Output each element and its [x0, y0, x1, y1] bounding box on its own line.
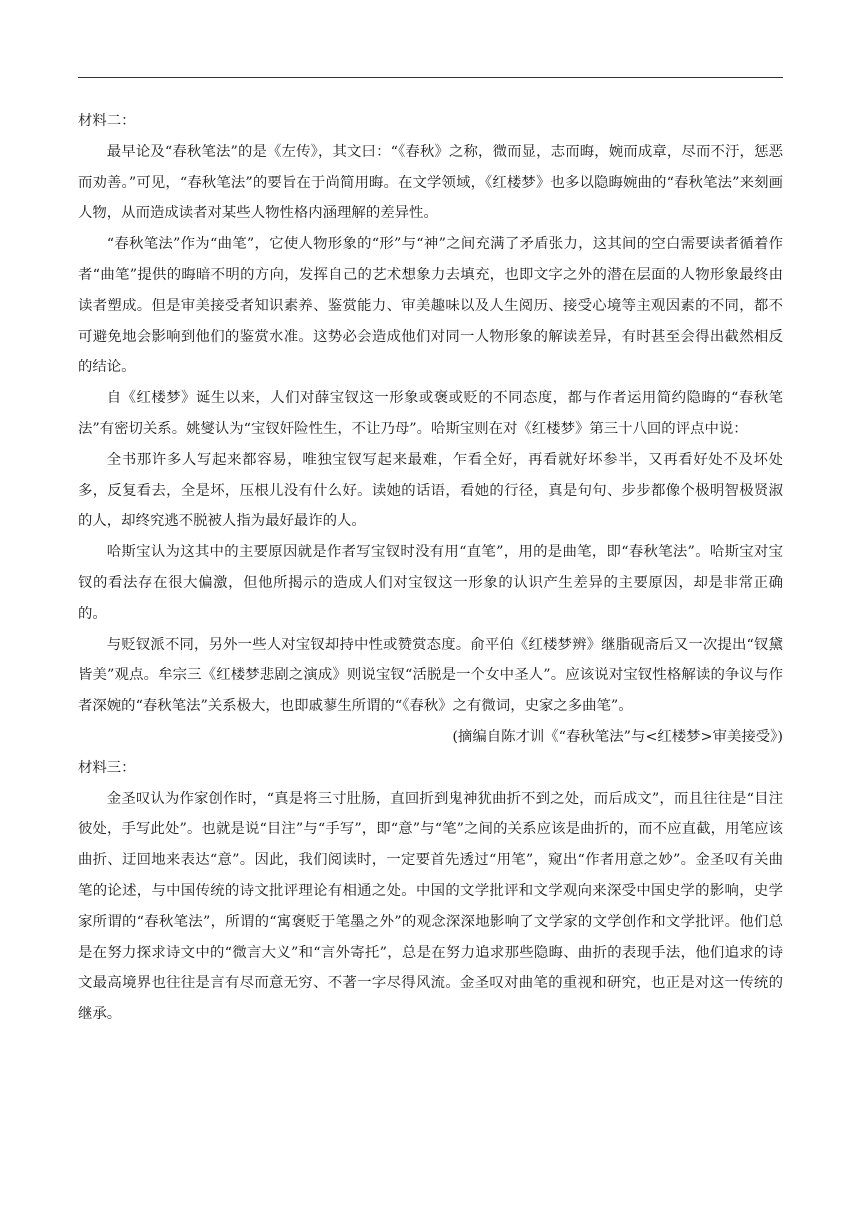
material-two-quotation: 全书那许多人写起来都容易，唯独宝钗写起来最难，乍看全好，再看就好坏参半，又再看好处不及坏处多，反复看去，全是坏，压根儿没有什么好。读她的话语，看她的行径，真是句句、步步都像个极明智极贤淑的人，却终究逃不脱被人指为最好最诈的人。: [78, 451, 783, 530]
material-three-paragraph-1: 金圣叹认为作家创作时，“真是将三寸肚肠，直回折到鬼神犹曲折不到之处，而后成文”，而且往往是“目注彼处，手写此处”。也就是说“目注”与“手写”，即“意”与“笔”之间的关系应该是曲折的，而不应直截，用笔应该曲折、迂回地来表达“意”。因此，我们阅读时，一定要首先透过“用笔”，窥出“作者用意之妙”。金圣叹有关曲笔的论述，与中国传统的诗文批评理论有相通之处。中国的文学批评和文学观向来深受中国史学的影响，史学家所谓的“春秋笔法”，所谓的“寓褒贬于笔墨之外”的观念深深地影响了文学家的文学创作和文学批评。他们总是在努力探求诗文中的“微言大义”和“言外寄托”，总是在努力追求那些隐晦、曲折的表现手法，他们追求的诗文最高境界也往往是言有尽而意无穷、不著一字尽得风流。金圣叹对曲笔的重视和研究，也正是对这一传统的继承。: [78, 790, 783, 1023]
header-rule: [78, 77, 783, 78]
document-body: [78, 106, 783, 1030]
material-two-paragraph-3: 自《红楼梦》诞生以来，人们对薛宝钗这一形象或褒或贬的不同态度，都与作者运用简约隐晦的“春秋笔法”有密切关系。姚燮认为“宝钗奸险性生，不让乃母”。哈斯宝则在对《红楼梦》第三十八回的评点中说：: [78, 390, 783, 437]
material-three-heading: 材料三：: [78, 759, 136, 776]
material-two-paragraph-1: 最早论及“春秋笔法”的是《左传》，其文曰：“《春秋》之称，微而显，志而晦，婉而成章，尽而不汙，惩恶而劝善。”可见，“春秋笔法”的要旨在于尚简用晦。在文学领域，《红楼梦》也多以隐晦婉曲的“春秋笔法”来刻画人物，从而造成读者对某些人物性格内涵理解的差异性。: [78, 143, 783, 222]
material-two-heading: 材料二：: [78, 113, 136, 129]
material-two-paragraph-4: 哈斯宝认为这其中的主要原因就是作者写宝钗时没有用“直笔”，用的是曲笔，即“春秋笔法”。哈斯宝对宝钗的看法存在很大偏激，但他所揭示的造成人们对宝钗这一形象的认识产生差异的主要原因，却是非常正确的。: [78, 544, 783, 622]
material-two-paragraph-2: “春秋笔法”作为“曲笔”，它使人物形象的“形”与“神”之间充满了矛盾张力，这其间的空白需要读者循着作者“曲笔”提供的晦暗不明的方向，发挥自己的艺术想象力去填充，也即文字之外的潜在层面的人物形象最终由读者塑成。但是审美接受者知识素养、鉴赏能力、审美趣味以及人生阅历、接受心境等主观因素的不同，都不可避免地会影响到他们的鉴赏水准。这势必会造成他们对同一人物形象的解读差异，有时甚至会得出截然相反的结论。: [78, 236, 783, 376]
material-two-source: (摘编自陈才训《“春秋笔法”与<红楼梦>审美接受》): [452, 728, 783, 745]
material-two-paragraph-5: 与贬钗派不同，另外一些人对宝钗却持中性或赞赏态度。俞平伯《红楼梦辨》继脂砚斋后又一次提出“钗黛皆美”观点。牟宗三《红楼梦悲剧之演成》则说宝钗“活脱是一个女中圣人”。应该说对宝钗性格解读的争议与作者深婉的“春秋笔法”关系极大，也即戚蓼生所谓的“《春秋》之有微词，史家之多曲笔”。: [78, 636, 783, 715]
